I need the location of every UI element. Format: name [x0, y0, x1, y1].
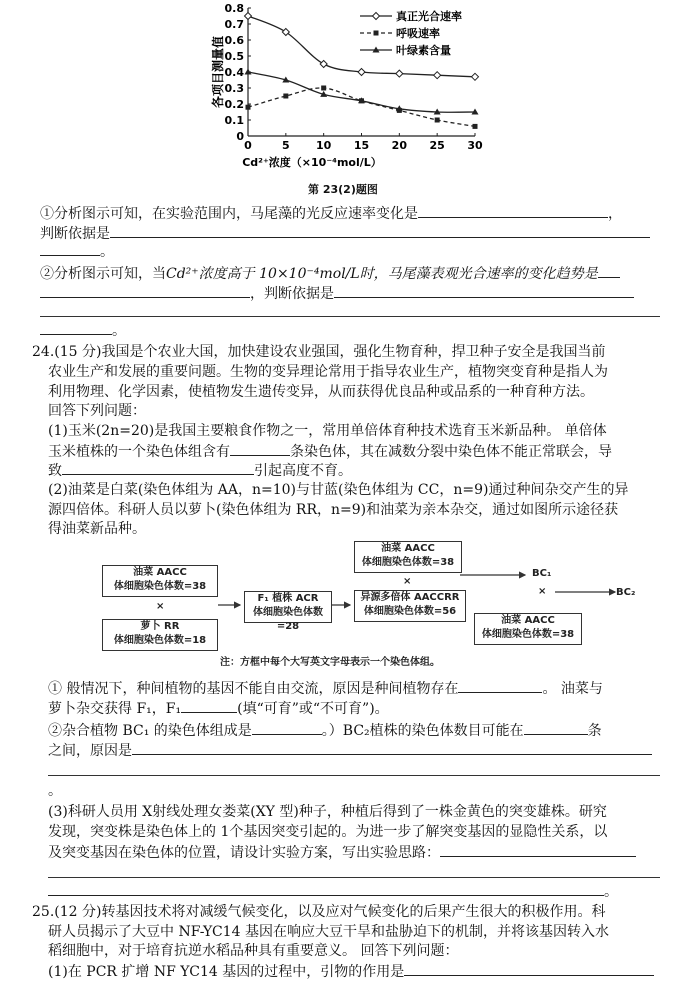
data-point — [321, 86, 326, 91]
y-tick-label: 0.5 — [224, 50, 244, 63]
q24-text: 条染色体，其在减数分裂中染色体不能正常联会，导 — [290, 444, 612, 460]
q23-text: 。 — [100, 244, 114, 260]
q23-text: 判断依据是 — [40, 226, 110, 242]
bc2-label: BC₂ — [616, 587, 636, 598]
answer-blank[interactable] — [334, 283, 634, 298]
figure-caption: 第 23(2)题图 — [308, 183, 378, 196]
q23-line-5 — [40, 283, 634, 304]
data-point — [245, 13, 252, 20]
y-tick-label: 0.8 — [224, 2, 244, 15]
flow-box-rapeseed-backcross-1 — [354, 541, 462, 573]
q23-line-4 — [40, 263, 620, 284]
q24-line: 24.(15 分)我国是个农业大国，加快建设农业强国，强化生物育种，捍卫种子安全是我国当前 — [32, 344, 606, 360]
box-label: 体细胞染色体数=38 — [113, 581, 207, 592]
answer-blank[interactable] — [440, 842, 636, 857]
q24-text: 及突变基因在染色体的位置，请设计实验方案，写出实验思路： — [48, 845, 440, 861]
q24-text: 。）BC₂植株的染色体数目可能在 — [321, 723, 524, 739]
answer-blank[interactable] — [404, 961, 654, 976]
legend-label: 真正光合速率 — [396, 10, 462, 23]
q24-text: 引起高度不育。 — [254, 463, 352, 479]
answer-blank[interactable] — [48, 881, 604, 896]
q24-line: 得油菜新品种。 — [48, 521, 146, 537]
box-label: 体细胞染色体数=56 — [363, 606, 457, 617]
q24-line — [48, 441, 612, 462]
answer-blank[interactable] — [40, 283, 250, 298]
answer-blank[interactable] — [40, 320, 112, 335]
q24-text: (填“可育”或“不可育”)。 — [237, 701, 389, 717]
q24-line: 农业生产和发展的重要问题。生物的变异理论常用于指导农业生产，植物突变育种是指人为 — [48, 364, 608, 380]
data-point — [320, 61, 327, 68]
x-tick-label: 5 — [282, 139, 290, 152]
answer-line[interactable] — [48, 775, 660, 776]
q23-line-1 — [40, 203, 622, 224]
q23-text: ②分析图示可知，当 — [40, 266, 166, 282]
data-point — [246, 105, 251, 110]
flow-box-allopolyploid — [354, 590, 466, 622]
data-point — [472, 73, 479, 80]
box-label: 体细胞染色体数=18 — [113, 635, 207, 646]
box-label: 油菜 AACC — [381, 543, 435, 554]
q24-line: (3)科研人员用 X射线处理女娄菜(XY 型)种子，种植后得到了一株金黄色的突变雄株。研究 — [48, 804, 607, 820]
legend-label: 呼吸速率 — [396, 27, 440, 40]
answer-blank[interactable] — [110, 223, 650, 238]
x-axis-label: Cd²⁺浓度（×10⁻⁴mol/L） — [242, 156, 382, 169]
y-tick-label: 0.1 — [224, 114, 244, 127]
answer-blank[interactable] — [40, 241, 100, 256]
q25-line: 研人员揭示了大豆中 NF-YC14 基因在响应大豆干旱和盐胁迫下的机制，并将该基因转入水 — [48, 924, 609, 940]
q24-line — [48, 740, 652, 761]
legend-marker — [373, 13, 380, 20]
data-point — [358, 69, 365, 76]
box-label: 油菜 AACC — [501, 615, 555, 626]
q25-line: 25.(12 分)转基因技术将对减缓气候变化，以及应对气候变化的后果产生很大的积极作用。科 — [32, 904, 606, 920]
x-tick-label: 30 — [467, 139, 483, 152]
q23-line-7 — [40, 320, 126, 341]
data-point — [473, 124, 478, 129]
y-tick-label: 0.4 — [224, 66, 244, 79]
answer-blank[interactable] — [598, 263, 620, 278]
q23-text: 。 — [112, 323, 126, 339]
q24-text: 之间，原因是 — [48, 743, 132, 759]
q24-text: 条 — [587, 723, 602, 739]
q24-text: ① 般情况下，种间植物的基因不能自由交流，原因是种间植物存在 — [48, 681, 459, 697]
answer-blank[interactable] — [230, 441, 290, 456]
data-point — [283, 94, 288, 99]
q24-text: 致 — [48, 463, 62, 479]
answer-blank[interactable] — [252, 720, 322, 735]
answer-blank[interactable] — [458, 678, 542, 693]
q23-text: ，判断依据是 — [250, 286, 334, 302]
q24-line — [48, 698, 389, 719]
cross-symbol: × — [538, 586, 547, 597]
data-point — [434, 72, 441, 79]
q24-line — [48, 678, 603, 699]
flow-diagram — [100, 535, 636, 675]
legend-marker — [374, 31, 379, 36]
cross-symbol: × — [403, 576, 412, 587]
q24-line: (1)玉米(2n=20)是我国主要粮食作物之一，常用单倍体育种技术选育玉米新品种。 单倍体 — [48, 423, 607, 439]
answer-line[interactable] — [48, 877, 660, 878]
q23-line-3 — [40, 241, 114, 262]
q23-text: ①分析图示可知，在实验范围内，马尾藻的光反应速率变化是 — [40, 206, 418, 222]
q24-line: 。 — [48, 783, 62, 799]
q23-text: Cd²⁺浓度高于 10×10⁻⁴mol/L时，马尾藻表观光合速率的变化趋势是 — [166, 266, 598, 282]
y-tick-label: 0 — [236, 130, 244, 143]
q24-line — [48, 842, 636, 863]
data-point — [435, 118, 440, 123]
q24-line: (2)油菜是白菜(染色体组为 AA，n=10)与甘蓝(染色体组为 CC，n=9)通过种间杂交产生的异 — [48, 482, 629, 498]
q24-text: 玉米植株的一个染色体组含有 — [48, 444, 230, 460]
q24-text: 。 油菜与 — [542, 681, 603, 697]
box-label: 体细胞染色体数=28 — [253, 607, 323, 632]
flow-box-rapeseed-parent — [102, 565, 218, 597]
y-tick-label: 0.2 — [224, 98, 244, 111]
answer-line[interactable] — [40, 316, 660, 317]
q24-text: ②杂合植物 BC₁ 的染色体组成是 — [48, 723, 252, 739]
q24-text: 。 — [604, 884, 618, 900]
x-tick-label: 20 — [391, 139, 407, 152]
q25-line — [48, 961, 654, 982]
q24-line: 源四倍体。科研人员以萝卜(染色体组为 RR，n=9)和油菜为亲本杂交，通过如图所示途径获 — [48, 502, 619, 518]
q25-line: 稻细胞中，对于培育抗逆水稻品种具有重要意义。 回答下列问题： — [48, 943, 459, 959]
series-line — [248, 88, 475, 126]
box-label: 异源多倍体 AACCRR — [360, 592, 460, 603]
q24-line: 利用物理、化学因素，使植物发生遗传变异，从而获得优良品种或品系的一种育种方法。 — [48, 384, 594, 400]
box-label: 萝卜 RR — [140, 621, 180, 632]
series-line — [248, 72, 475, 112]
q24-text: 萝卜杂交获得 F₁，F₁ — [48, 701, 182, 717]
flow-box-rapeseed-backcross-2 — [474, 613, 582, 645]
chart-legend — [360, 9, 462, 57]
q24-line — [48, 460, 352, 481]
answer-blank[interactable] — [524, 720, 588, 735]
x-tick-label: 15 — [353, 139, 370, 152]
y-tick-label: 0.6 — [224, 34, 244, 47]
x-tick-label: 0 — [244, 139, 252, 152]
y-tick-label: 0.3 — [224, 82, 244, 95]
box-label: 油菜 AACC — [133, 567, 187, 578]
legend-label: 叶绿素含量 — [396, 44, 451, 57]
q25-text: (1)在 PCR 扩增 NF YC14 基因的过程中，引物的作用是 — [48, 964, 405, 980]
bc1-label: BC₁ — [532, 568, 552, 579]
box-label: F₁ 植株 ACR — [257, 593, 319, 604]
q24-line — [48, 881, 618, 902]
cross-symbol: × — [156, 601, 165, 612]
box-label: 体细胞染色体数=38 — [361, 557, 455, 568]
box-label: 体细胞染色体数=38 — [481, 629, 575, 640]
answer-blank[interactable] — [418, 203, 608, 218]
diagram-note: 注：方框中每个大写英文字母表示一个染色体组。 — [220, 657, 440, 668]
x-tick-label: 10 — [316, 139, 332, 152]
q23-line-2 — [40, 223, 650, 244]
data-point — [396, 70, 403, 77]
q24-line: 回答下列问题： — [48, 403, 146, 419]
q24-line — [48, 720, 602, 741]
q23-text: ， — [608, 206, 622, 222]
answer-blank[interactable] — [62, 460, 254, 475]
answer-blank[interactable] — [132, 740, 652, 755]
y-axis-label: 各项目测量值 — [211, 35, 225, 109]
q24-line: 发现，突变株是染色体上的 1个基因突变引起的。为进一步了解突变基因的显隐性关系，以 — [48, 824, 608, 840]
line-chart — [200, 0, 500, 172]
y-tick-label: 0.7 — [224, 18, 244, 31]
answer-blank[interactable] — [181, 698, 237, 713]
flow-box-f1 — [244, 591, 332, 632]
flow-box-radish-parent — [102, 619, 218, 651]
x-tick-label: 25 — [429, 139, 445, 152]
